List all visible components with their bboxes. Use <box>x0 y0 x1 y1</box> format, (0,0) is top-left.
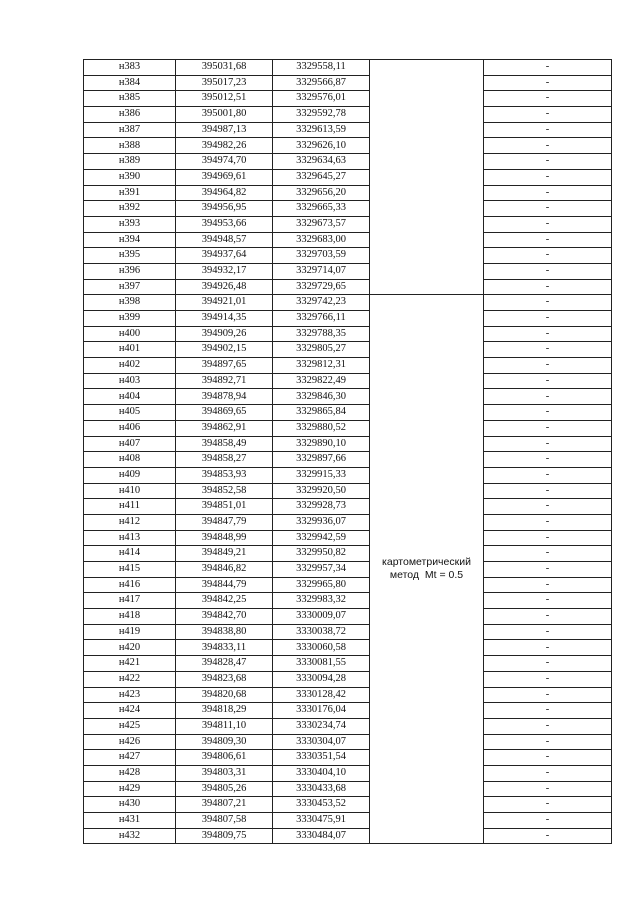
y-coordinate-cell: 3329742,23 <box>273 295 370 311</box>
point-name-cell: н415 <box>84 562 176 578</box>
x-coordinate-cell: 394869,65 <box>176 405 273 421</box>
x-coordinate-cell: 394969,61 <box>176 169 273 185</box>
table-row <box>84 499 612 515</box>
y-coordinate-cell: 3330304,07 <box>273 734 370 750</box>
y-coordinate-cell: 3330484,07 <box>273 828 370 844</box>
accuracy-dash-cell: - <box>484 656 612 672</box>
point-name-cell: н429 <box>84 781 176 797</box>
y-coordinate-cell: 3329673,57 <box>273 216 370 232</box>
accuracy-dash-cell: - <box>484 797 612 813</box>
table-row <box>84 577 612 593</box>
accuracy-dash-cell: - <box>484 467 612 483</box>
y-coordinate-cell: 3330060,58 <box>273 640 370 656</box>
point-name-cell: н403 <box>84 373 176 389</box>
y-coordinate-cell: 3329865,84 <box>273 405 370 421</box>
accuracy-dash-cell: - <box>484 546 612 562</box>
y-coordinate-cell: 3329645,27 <box>273 169 370 185</box>
point-name-cell: н426 <box>84 734 176 750</box>
accuracy-dash-cell: - <box>484 185 612 201</box>
y-coordinate-cell: 3329920,50 <box>273 483 370 499</box>
point-name-cell: н420 <box>84 640 176 656</box>
accuracy-dash-cell: - <box>484 671 612 687</box>
x-coordinate-cell: 394853,93 <box>176 467 273 483</box>
coordinates-table <box>83 59 612 844</box>
point-name-cell: н394 <box>84 232 176 248</box>
x-coordinate-cell: 394849,21 <box>176 546 273 562</box>
accuracy-dash-cell: - <box>484 138 612 154</box>
table-row <box>84 326 612 342</box>
accuracy-dash-cell: - <box>484 765 612 781</box>
point-name-cell: н405 <box>84 405 176 421</box>
table-row <box>84 295 612 311</box>
x-coordinate-cell: 395031,68 <box>176 60 273 76</box>
point-name-cell: н404 <box>84 389 176 405</box>
y-coordinate-cell: 3329683,00 <box>273 232 370 248</box>
table-row <box>84 60 612 76</box>
accuracy-dash-cell: - <box>484 154 612 170</box>
x-coordinate-cell: 394828,47 <box>176 656 273 672</box>
x-coordinate-cell: 394805,26 <box>176 781 273 797</box>
table-row <box>84 797 612 813</box>
accuracy-dash-cell: - <box>484 609 612 625</box>
accuracy-dash-cell: - <box>484 640 612 656</box>
accuracy-dash-cell: - <box>484 499 612 515</box>
accuracy-dash-cell: - <box>484 373 612 389</box>
accuracy-dash-cell: - <box>484 263 612 279</box>
y-coordinate-cell: 3330176,04 <box>273 703 370 719</box>
y-coordinate-cell: 3329703,59 <box>273 248 370 264</box>
accuracy-dash-cell: - <box>484 514 612 530</box>
x-coordinate-cell: 394858,27 <box>176 452 273 468</box>
point-name-cell: н414 <box>84 546 176 562</box>
x-coordinate-cell: 394844,79 <box>176 577 273 593</box>
point-name-cell: н421 <box>84 656 176 672</box>
table-row <box>84 828 612 844</box>
point-name-cell: н411 <box>84 499 176 515</box>
accuracy-dash-cell: - <box>484 91 612 107</box>
x-coordinate-cell: 394848,99 <box>176 530 273 546</box>
y-coordinate-cell: 3329766,11 <box>273 311 370 327</box>
accuracy-dash-cell: - <box>484 781 612 797</box>
point-name-cell: н399 <box>84 311 176 327</box>
x-coordinate-cell: 394953,66 <box>176 216 273 232</box>
x-coordinate-cell: 394803,31 <box>176 765 273 781</box>
point-name-cell: н400 <box>84 326 176 342</box>
x-coordinate-cell: 394818,29 <box>176 703 273 719</box>
table-row <box>84 358 612 374</box>
x-coordinate-cell: 394820,68 <box>176 687 273 703</box>
point-name-cell: н406 <box>84 420 176 436</box>
table-row <box>84 169 612 185</box>
accuracy-dash-cell: - <box>484 562 612 578</box>
accuracy-dash-cell: - <box>484 75 612 91</box>
y-coordinate-cell: 3330351,54 <box>273 750 370 766</box>
y-coordinate-cell: 3329656,20 <box>273 185 370 201</box>
x-coordinate-cell: 394809,75 <box>176 828 273 844</box>
point-name-cell: н392 <box>84 201 176 217</box>
point-name-cell: н401 <box>84 342 176 358</box>
point-name-cell: н409 <box>84 467 176 483</box>
accuracy-dash-cell: - <box>484 358 612 374</box>
x-coordinate-cell: 394956,95 <box>176 201 273 217</box>
point-name-cell: н410 <box>84 483 176 499</box>
point-name-cell: н427 <box>84 750 176 766</box>
table-row <box>84 562 612 578</box>
table-row <box>84 436 612 452</box>
accuracy-dash-cell: - <box>484 530 612 546</box>
y-coordinate-cell: 3330404,10 <box>273 765 370 781</box>
table-row <box>84 734 612 750</box>
x-coordinate-cell: 394909,26 <box>176 326 273 342</box>
accuracy-dash-cell: - <box>484 279 612 295</box>
table-row <box>84 138 612 154</box>
x-coordinate-cell: 394964,82 <box>176 185 273 201</box>
table-row <box>84 373 612 389</box>
point-name-cell: н388 <box>84 138 176 154</box>
y-coordinate-cell: 3330128,42 <box>273 687 370 703</box>
point-name-cell: н423 <box>84 687 176 703</box>
accuracy-dash-cell: - <box>484 311 612 327</box>
y-coordinate-cell: 3329805,27 <box>273 342 370 358</box>
table-row <box>84 420 612 436</box>
x-coordinate-cell: 394846,82 <box>176 562 273 578</box>
table-row <box>84 781 612 797</box>
table-row <box>84 765 612 781</box>
accuracy-dash-cell: - <box>484 703 612 719</box>
table-row <box>84 671 612 687</box>
y-coordinate-cell: 3329897,66 <box>273 452 370 468</box>
x-coordinate-cell: 394932,17 <box>176 263 273 279</box>
y-coordinate-cell: 3330453,52 <box>273 797 370 813</box>
accuracy-dash-cell: - <box>484 452 612 468</box>
y-coordinate-cell: 3329880,52 <box>273 420 370 436</box>
accuracy-dash-cell: - <box>484 389 612 405</box>
table-row <box>84 91 612 107</box>
y-coordinate-cell: 3330081,55 <box>273 656 370 672</box>
x-coordinate-cell: 394937,64 <box>176 248 273 264</box>
table-row <box>84 107 612 123</box>
table-row <box>84 311 612 327</box>
point-name-cell: н419 <box>84 624 176 640</box>
table-row <box>84 248 612 264</box>
table-row <box>84 75 612 91</box>
x-coordinate-cell: 394878,94 <box>176 389 273 405</box>
accuracy-dash-cell: - <box>484 201 612 217</box>
y-coordinate-cell: 3330475,91 <box>273 813 370 829</box>
table-row <box>84 185 612 201</box>
table-row <box>84 514 612 530</box>
point-name-cell: н386 <box>84 107 176 123</box>
point-name-cell: н417 <box>84 593 176 609</box>
y-coordinate-cell: 3329729,65 <box>273 279 370 295</box>
x-coordinate-cell: 394926,48 <box>176 279 273 295</box>
table-row <box>84 389 612 405</box>
accuracy-dash-cell: - <box>484 107 612 123</box>
y-coordinate-cell: 3329890,10 <box>273 436 370 452</box>
accuracy-dash-cell: - <box>484 483 612 499</box>
accuracy-dash-cell: - <box>484 813 612 829</box>
table-row <box>84 263 612 279</box>
point-name-cell: н431 <box>84 813 176 829</box>
y-coordinate-cell: 3329812,31 <box>273 358 370 374</box>
x-coordinate-cell: 394921,01 <box>176 295 273 311</box>
y-coordinate-cell: 3329788,35 <box>273 326 370 342</box>
y-coordinate-cell: 3329634,63 <box>273 154 370 170</box>
point-name-cell: н418 <box>84 609 176 625</box>
table-row <box>84 452 612 468</box>
table-row <box>84 483 612 499</box>
table-row <box>84 122 612 138</box>
accuracy-dash-cell: - <box>484 687 612 703</box>
table-row <box>84 656 612 672</box>
method-cell-empty <box>370 60 484 295</box>
table-row <box>84 624 612 640</box>
table-row <box>84 216 612 232</box>
y-coordinate-cell: 3329983,32 <box>273 593 370 609</box>
table-row <box>84 718 612 734</box>
x-coordinate-cell: 394897,65 <box>176 358 273 374</box>
table-row <box>84 405 612 421</box>
x-coordinate-cell: 394852,58 <box>176 483 273 499</box>
x-coordinate-cell: 394807,21 <box>176 797 273 813</box>
x-coordinate-cell: 394902,15 <box>176 342 273 358</box>
table-row <box>84 279 612 295</box>
point-name-cell: н408 <box>84 452 176 468</box>
table-row <box>84 232 612 248</box>
table-row <box>84 687 612 703</box>
table-row <box>84 750 612 766</box>
accuracy-dash-cell: - <box>484 342 612 358</box>
y-coordinate-cell: 3330094,28 <box>273 671 370 687</box>
y-coordinate-cell: 3330038,72 <box>273 624 370 640</box>
x-coordinate-cell: 394842,70 <box>176 609 273 625</box>
accuracy-dash-cell: - <box>484 750 612 766</box>
point-name-cell: н397 <box>84 279 176 295</box>
point-name-cell: н390 <box>84 169 176 185</box>
x-coordinate-cell: 394987,13 <box>176 122 273 138</box>
y-coordinate-cell: 3329592,78 <box>273 107 370 123</box>
x-coordinate-cell: 395012,51 <box>176 91 273 107</box>
accuracy-dash-cell: - <box>484 577 612 593</box>
accuracy-dash-cell: - <box>484 295 612 311</box>
point-name-cell: н389 <box>84 154 176 170</box>
point-name-cell: н391 <box>84 185 176 201</box>
method-cell <box>370 295 484 844</box>
x-coordinate-cell: 394892,71 <box>176 373 273 389</box>
accuracy-dash-cell: - <box>484 828 612 844</box>
accuracy-dash-cell: - <box>484 326 612 342</box>
y-coordinate-cell: 3329957,34 <box>273 562 370 578</box>
x-coordinate-cell: 395017,23 <box>176 75 273 91</box>
point-name-cell: н383 <box>84 60 176 76</box>
point-name-cell: н416 <box>84 577 176 593</box>
x-coordinate-cell: 394847,79 <box>176 514 273 530</box>
y-coordinate-cell: 3329566,87 <box>273 75 370 91</box>
point-name-cell: н407 <box>84 436 176 452</box>
point-name-cell: н422 <box>84 671 176 687</box>
accuracy-dash-cell: - <box>484 216 612 232</box>
point-name-cell: н413 <box>84 530 176 546</box>
accuracy-dash-cell: - <box>484 60 612 76</box>
accuracy-dash-cell: - <box>484 718 612 734</box>
x-coordinate-cell: 394807,58 <box>176 813 273 829</box>
y-coordinate-cell: 3330234,74 <box>273 718 370 734</box>
table-row <box>84 609 612 625</box>
x-coordinate-cell: 394838,80 <box>176 624 273 640</box>
point-name-cell: н385 <box>84 91 176 107</box>
y-coordinate-cell: 3329822,49 <box>273 373 370 389</box>
point-name-cell: н395 <box>84 248 176 264</box>
accuracy-dash-cell: - <box>484 232 612 248</box>
accuracy-dash-cell: - <box>484 169 612 185</box>
y-coordinate-cell: 3329558,11 <box>273 60 370 76</box>
x-coordinate-cell: 395001,80 <box>176 107 273 123</box>
y-coordinate-cell: 3329936,07 <box>273 514 370 530</box>
y-coordinate-cell: 3329576,01 <box>273 91 370 107</box>
accuracy-dash-cell: - <box>484 405 612 421</box>
y-coordinate-cell: 3330009,07 <box>273 609 370 625</box>
table-row <box>84 593 612 609</box>
table-row <box>84 467 612 483</box>
point-name-cell: н430 <box>84 797 176 813</box>
x-coordinate-cell: 394982,26 <box>176 138 273 154</box>
point-name-cell: н402 <box>84 358 176 374</box>
point-name-cell: н428 <box>84 765 176 781</box>
table-row <box>84 546 612 562</box>
accuracy-dash-cell: - <box>484 624 612 640</box>
x-coordinate-cell: 394862,91 <box>176 420 273 436</box>
y-coordinate-cell: 3329928,73 <box>273 499 370 515</box>
point-name-cell: н398 <box>84 295 176 311</box>
point-name-cell: н387 <box>84 122 176 138</box>
method-label-line1: картометрический <box>382 556 471 569</box>
x-coordinate-cell: 394823,68 <box>176 671 273 687</box>
x-coordinate-cell: 394833,11 <box>176 640 273 656</box>
accuracy-dash-cell: - <box>484 420 612 436</box>
y-coordinate-cell: 3329950,82 <box>273 546 370 562</box>
y-coordinate-cell: 3329965,80 <box>273 577 370 593</box>
accuracy-dash-cell: - <box>484 734 612 750</box>
accuracy-dash-cell: - <box>484 436 612 452</box>
y-coordinate-cell: 3329613,59 <box>273 122 370 138</box>
point-name-cell: н412 <box>84 514 176 530</box>
accuracy-dash-cell: - <box>484 593 612 609</box>
x-coordinate-cell: 394842,25 <box>176 593 273 609</box>
table-row <box>84 813 612 829</box>
point-name-cell: н424 <box>84 703 176 719</box>
x-coordinate-cell: 394914,35 <box>176 311 273 327</box>
point-name-cell: н384 <box>84 75 176 91</box>
x-coordinate-cell: 394809,30 <box>176 734 273 750</box>
table-row <box>84 342 612 358</box>
y-coordinate-cell: 3329714,07 <box>273 263 370 279</box>
x-coordinate-cell: 394806,61 <box>176 750 273 766</box>
x-coordinate-cell: 394811,10 <box>176 718 273 734</box>
y-coordinate-cell: 3329942,59 <box>273 530 370 546</box>
point-name-cell: н432 <box>84 828 176 844</box>
y-coordinate-cell: 3329626,10 <box>273 138 370 154</box>
accuracy-dash-cell: - <box>484 122 612 138</box>
point-name-cell: н425 <box>84 718 176 734</box>
y-coordinate-cell: 3329665,33 <box>273 201 370 217</box>
accuracy-dash-cell: - <box>484 248 612 264</box>
table-row <box>84 201 612 217</box>
table-row <box>84 154 612 170</box>
x-coordinate-cell: 394851,01 <box>176 499 273 515</box>
x-coordinate-cell: 394858,49 <box>176 436 273 452</box>
table-row <box>84 640 612 656</box>
table-row <box>84 703 612 719</box>
y-coordinate-cell: 3329915,33 <box>273 467 370 483</box>
y-coordinate-cell: 3330433,68 <box>273 781 370 797</box>
y-coordinate-cell: 3329846,30 <box>273 389 370 405</box>
x-coordinate-cell: 394974,70 <box>176 154 273 170</box>
x-coordinate-cell: 394948,57 <box>176 232 273 248</box>
coordinates-table-body <box>84 60 612 844</box>
table-row <box>84 530 612 546</box>
point-name-cell: н396 <box>84 263 176 279</box>
method-label-line2: метод Mt = 0.5 <box>389 569 464 582</box>
point-name-cell: н393 <box>84 216 176 232</box>
